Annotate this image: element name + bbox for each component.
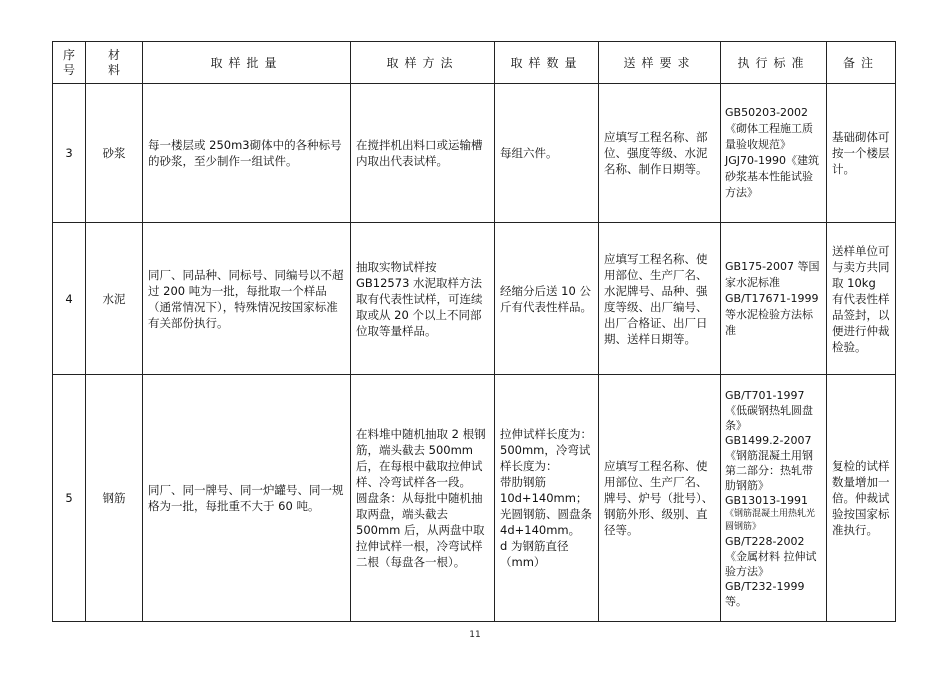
standard-cell: GB50203-2002 《砌体工程施工质量验收规范》 JGJ70-1990《建筑砂浆基本性能试验方法》: [721, 84, 827, 223]
seq-cell: 3: [53, 84, 86, 223]
header-seq: 序 号: [53, 42, 86, 84]
header-batch: 取样批量: [143, 42, 351, 84]
batch-cell: 同厂、同一牌号、同一炉罐号、同一规格为一批，每批重不大于 60 吨。: [143, 375, 351, 622]
header-requirements: 送样要求: [599, 42, 721, 84]
remarks-cell: 复检的试样数量增加一倍。仲裁试验按国家标准执行。: [827, 375, 896, 622]
requirements-cell: 应填写工程名称、使用部位、生产厂名、牌号、炉号（批号）、钢筋外形、级别、直径等。: [599, 375, 721, 622]
quantity-cell: 拉伸试样长度为：500mm，冷弯试样长度为： 带肋钢筋 10d+140mm； 光圆钢筋、圆盘条 4d+140mm。 d 为钢筋直径（mm）: [495, 375, 599, 622]
table-row-cement: [53, 223, 896, 375]
page-number: 11: [469, 630, 481, 640]
remarks-cell: 送样单位可与卖方共同取 10kg 有代表性样品签封，以便进行仲裁检验。: [827, 223, 896, 375]
method-cell: 抽取实物试样按GB12573 水泥取样方法取有代表性试样，可连续取或从 20 个以上不同部位取等量样品。: [351, 223, 495, 375]
header-material: 材 料: [86, 42, 143, 84]
requirements-cell: 应填写工程名称、部位、强度等级、水泥名称、制作日期等。: [599, 84, 721, 223]
header-standard: 执行标准: [721, 42, 827, 84]
header-remarks: 备注: [827, 42, 896, 84]
seq-cell: 5: [53, 375, 86, 622]
header-row: [53, 42, 896, 84]
remarks-cell: 基础砌体可按一个楼层计。: [827, 84, 896, 223]
standard-cell: GB175-2007 等国家水泥标准 GB/T17671-1999 等水泥检验方法标准: [721, 223, 827, 375]
seq-cell: 4: [53, 223, 86, 375]
requirements-cell: 应填写工程名称、使用部位、生产厂名、水泥牌号、品种、强度等级、出厂编号、出厂合格证、出厂日期、送样日期等。: [599, 223, 721, 375]
material-cell: 水泥: [86, 223, 143, 375]
quantity-cell: 每组六件。: [495, 84, 599, 223]
material-cell: 钢筋: [86, 375, 143, 622]
method-cell: 在料堆中随机抽取 2 根钢筋，端头截去 500mm 后，在每根中截取拉伸试样、冷弯试样各一段。 圆盘条：从每批中随机抽取两盘，端头截去 500mm 后，从两盘中取拉伸试样一根，冷弯试样二根（每盘各一根）。: [351, 375, 495, 622]
header-quantity: 取样数量: [495, 42, 599, 84]
header-method: 取样方法: [351, 42, 495, 84]
material-cell: 砂浆: [86, 84, 143, 223]
batch-cell: 同厂、同品种、同标号、同编号以不超过 200 吨为一批，每批取一个样品（通常情况下），特殊情况按国家标准有关部份执行。: [143, 223, 351, 375]
standard-cell: GB/T701-1997 《低碳钢热轧圆盘条》 GB1499.2-2007 《钢筋混凝土用钢第二部分：热轧带肋钢筋》 GB13013-1991 《钢筋混凝土用热轧光圆钢筋》 GB/T228-2002 《金属材料 拉伸试验方法》 GB/T232-1999 等。: [721, 375, 827, 622]
method-cell: 在搅拌机出料口或运输槽内取出代表试样。: [351, 84, 495, 223]
table-row-rebar: [53, 375, 896, 622]
sampling-standards-table: [52, 41, 896, 622]
table-row-mortar: [53, 84, 896, 223]
quantity-cell: 经缩分后送 10 公斤有代表性样品。: [495, 223, 599, 375]
batch-cell: 每一楼层或 250m3砌体中的各种标号的砂浆，至少制作一组试件。: [143, 84, 351, 223]
